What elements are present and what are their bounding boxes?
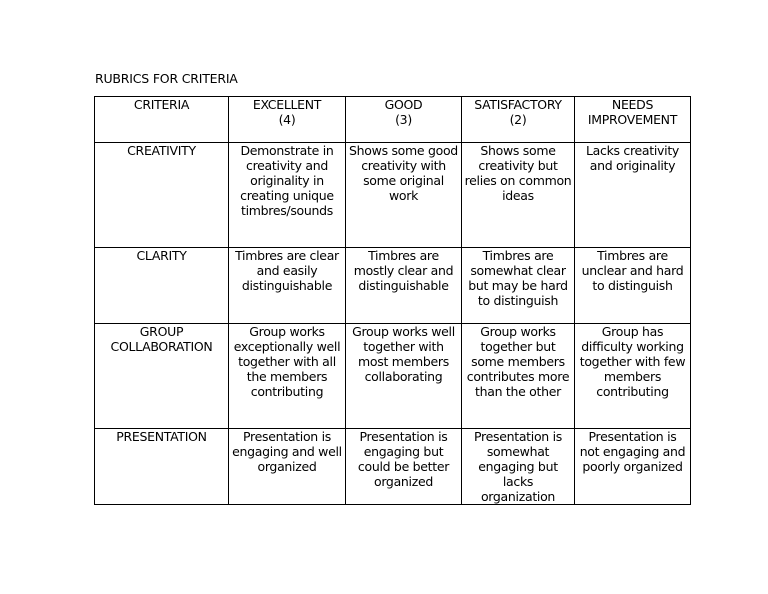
table-row [95, 324, 691, 429]
document-title: RUBRICS FOR CRITERIA [95, 71, 238, 86]
rubric-table [94, 96, 691, 505]
needs-improvement-cell: Group has difficulty working together with few members contributing [575, 324, 691, 429]
satisfactory-cell: Presentation is somewhat engaging but lacks organization [462, 429, 575, 505]
needs-improvement-cell: Presentation is not engaging and poorly organized [575, 429, 691, 505]
satisfactory-cell: Group works together but some members contributes more than the other [462, 324, 575, 429]
criterion-cell: GROUP COLLABORATION [95, 324, 229, 429]
needs-improvement-cell: Lacks creativity and originality [575, 143, 691, 248]
header-criteria [95, 97, 229, 143]
criterion-cell: CREATIVITY [95, 143, 229, 248]
excellent-cell: Group works exceptionally well together with all the members contributing [229, 324, 346, 429]
header-satisfactory [462, 97, 575, 143]
header-excellent [229, 97, 346, 143]
header-label: SATISFACTORY [474, 97, 562, 112]
header-label: GOOD [384, 97, 423, 112]
criterion-cell: CLARITY [95, 248, 229, 324]
needs-improvement-cell: Timbres are unclear and hard to distinguish [575, 248, 691, 324]
header-row [95, 97, 691, 143]
good-cell: Timbres are mostly clear and distinguishable [346, 248, 462, 324]
excellent-cell: Demonstrate in creativity and originality in creating unique timbres/sounds [229, 143, 346, 248]
header-points: (2) [509, 112, 527, 127]
excellent-cell: Presentation is engaging and well organized [229, 429, 346, 505]
excellent-cell: Timbres are clear and easily distinguishable [229, 248, 346, 324]
good-cell: Group works well together with most members collaborating [346, 324, 462, 429]
satisfactory-cell: Shows some creativity but relies on common ideas [462, 143, 575, 248]
satisfactory-cell: Timbres are somewhat clear but may be hard to distinguish [462, 248, 575, 324]
criterion-cell: PRESENTATION [95, 429, 229, 505]
table-row [95, 429, 691, 505]
header-good [346, 97, 462, 143]
table-row [95, 143, 691, 248]
good-cell: Presentation is engaging but could be better organized [346, 429, 462, 505]
header-points: (3) [395, 112, 412, 127]
good-cell: Shows some good creativity with some original work [346, 143, 462, 248]
header-points: (4) [278, 112, 296, 127]
header-label: NEEDS IMPROVEMENT [587, 97, 678, 127]
header-needs-improvement [575, 97, 691, 143]
header-label: EXCELLENT [252, 97, 322, 112]
table-row [95, 248, 691, 324]
header-label: CRITERIA [133, 97, 190, 112]
